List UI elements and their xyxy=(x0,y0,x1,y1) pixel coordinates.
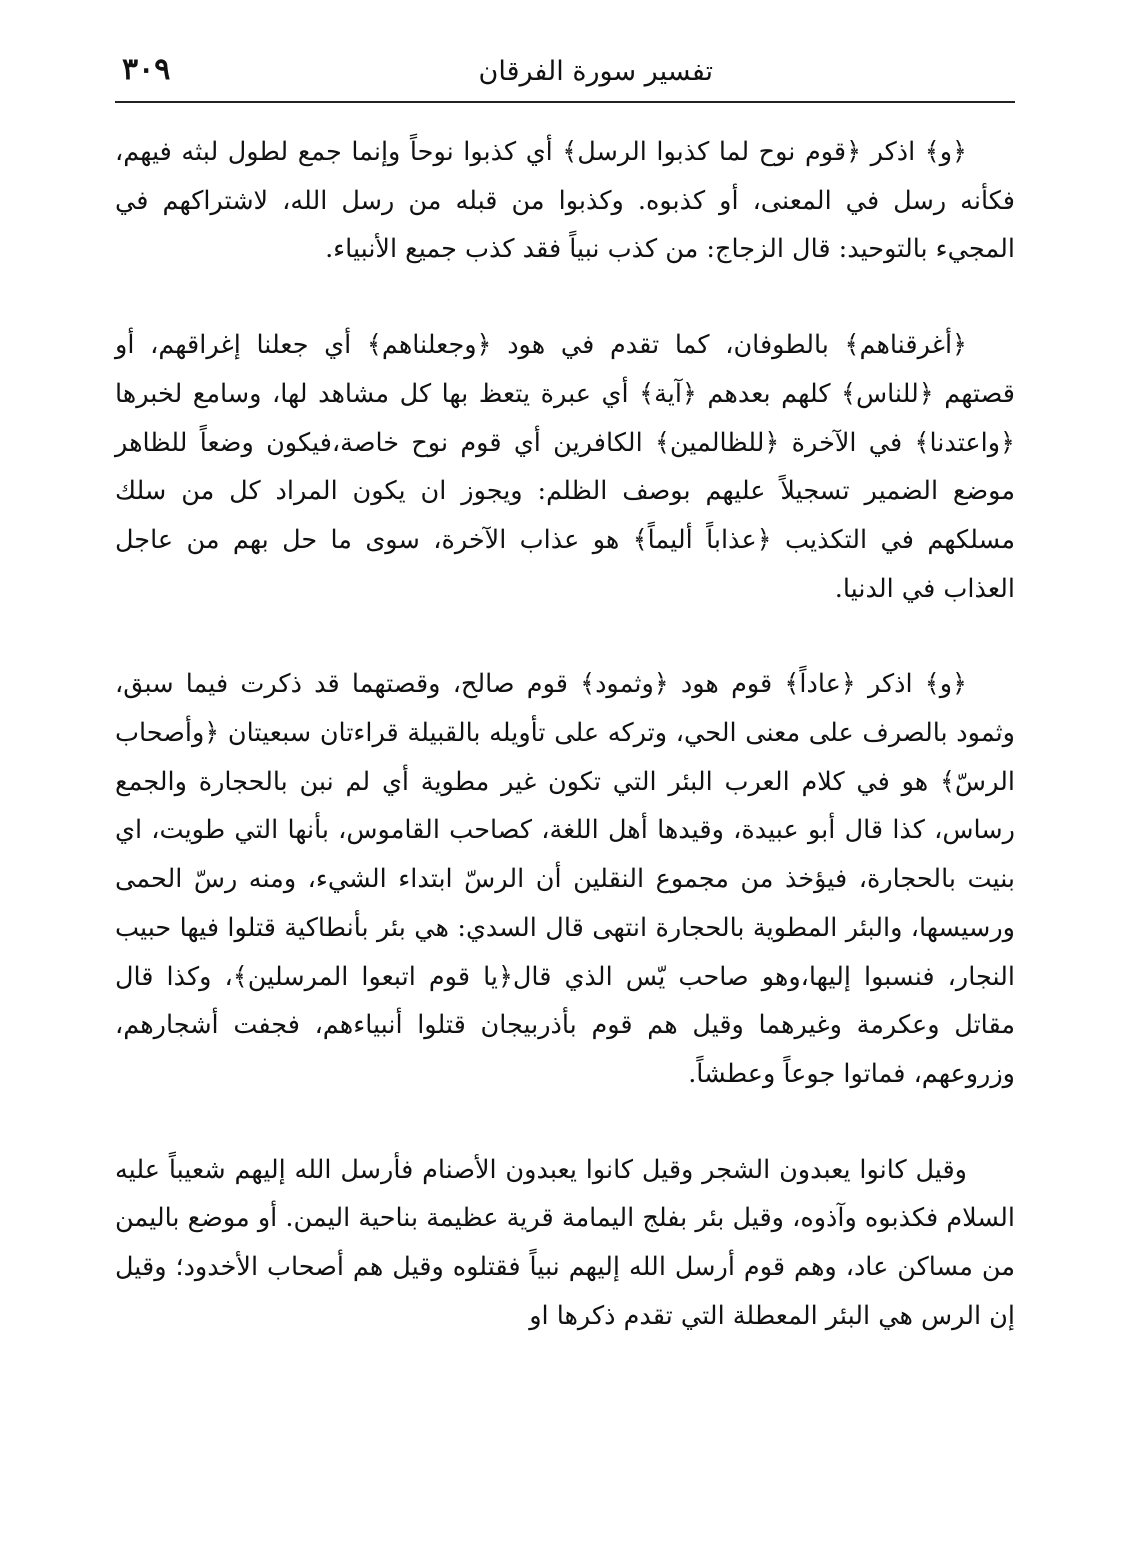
paragraph-rass: وقيل كانوا يعبدون الشجر وقيل كانوا يعبدون الأصنام فأرسل الله إليهم شعيباً عليه السلام فكذبوه وآذوه، وقيل بئر بفلج اليمامة قرية عظيمة بناحية اليمن. أو موضع باليمن من مساكن عاد، وهم قوم أرسل الله إليهم نبياً فقتلوه وقيل هم أصحاب الأخدود؛ وقيل إن الرس هي البئر المعطلة التي تقدم ذكرها او xyxy=(115,1154,1015,1331)
paragraph-drowning: ﴿أغرقناهم﴾ بالطوفان، كما تقدم في هود ﴿وجعلناهم﴾ أي جعلنا إغراقهم، أو قصتهم ﴿للناس﴾ كلهم بعدهم ﴿آية﴾ أي عبرة يتعظ بها كل مشاهد لها، وسامع لخبرها ﴿واعتدنا﴾ في الآخرة ﴿للظالمين﴾ الكافرين أي قوم نوح خاصة،فيكون وضعاً للظاهر موضع الضمير تسجيلاً عليهم بوصف الظلم: ويجوز ان يكون المراد كل من سلك مسلكهم في التكذيب ﴿عذاباً أليماً﴾ هو عذاب الآخرة، سوى ما حل بهم من عاجل العذاب في الدنيا. xyxy=(115,330,1015,604)
body-text xyxy=(115,128,1015,1340)
paragraph-noah: ﴿و﴾ اذكر ﴿قوم نوح لما كذبوا الرسل﴾ أي كذبوا نوحاً وإنما جمع لطول لبثه فيهم، فكأنه رسل في المعنى، أو كذبوه. وكذبوا من قبله من رسل الله، لاشتراكهم في المجيء بالتوحيد: قال الزجاج: من كذب نبياً فقد كذب جميع الأنبياء. xyxy=(115,137,1015,265)
running-title: تفسير سورة الفرقان xyxy=(478,56,713,87)
paragraph-ad-thamud: ﴿و﴾ اذكر ﴿عاداً﴾ قوم هود ﴿وثمود﴾ قوم صالح، وقصتهما قد ذكرت فيما سبق، وثمود بالصرف على معنى الحي، وتركه على تأويله بالقبيلة قراءتان سبعيتان ﴿وأصحاب الرسّ﴾ هو في كلام العرب البئر التي تكون غير مطوية أي لم نبن بالحجارة والجمع رساس، كذا قال أبو عبيدة، وقيدها أهل اللغة، كصاحب القاموس، بأنها التي طويت، اي بنيت بالحجارة، فيؤخذ من مجموع النقلين أن الرسّ ابتداء الشيء، ومنه رسّ الحمى ورسيسها، والبئر المطوية بالحجارة انتهى قال السدي: هي بئر بأنطاكية قتلوا فيها حبيب النجار، فنسبوا إليها،وهو صاحب يّس الذي قال﴿يا قوم اتبعوا المرسلين﴾، وكذا قال مقاتل وعكرمة وغيرهما وقيل هم قوم بأذربيجان قتلوا أنبياءهم، فجفت أشجارهم، وزروعهم، فماتوا جوعاً وعطشاً. xyxy=(115,669,1015,1089)
header-divider xyxy=(115,101,1015,103)
page-header xyxy=(108,48,1013,104)
page-number: ٣٠٩ xyxy=(122,52,171,87)
